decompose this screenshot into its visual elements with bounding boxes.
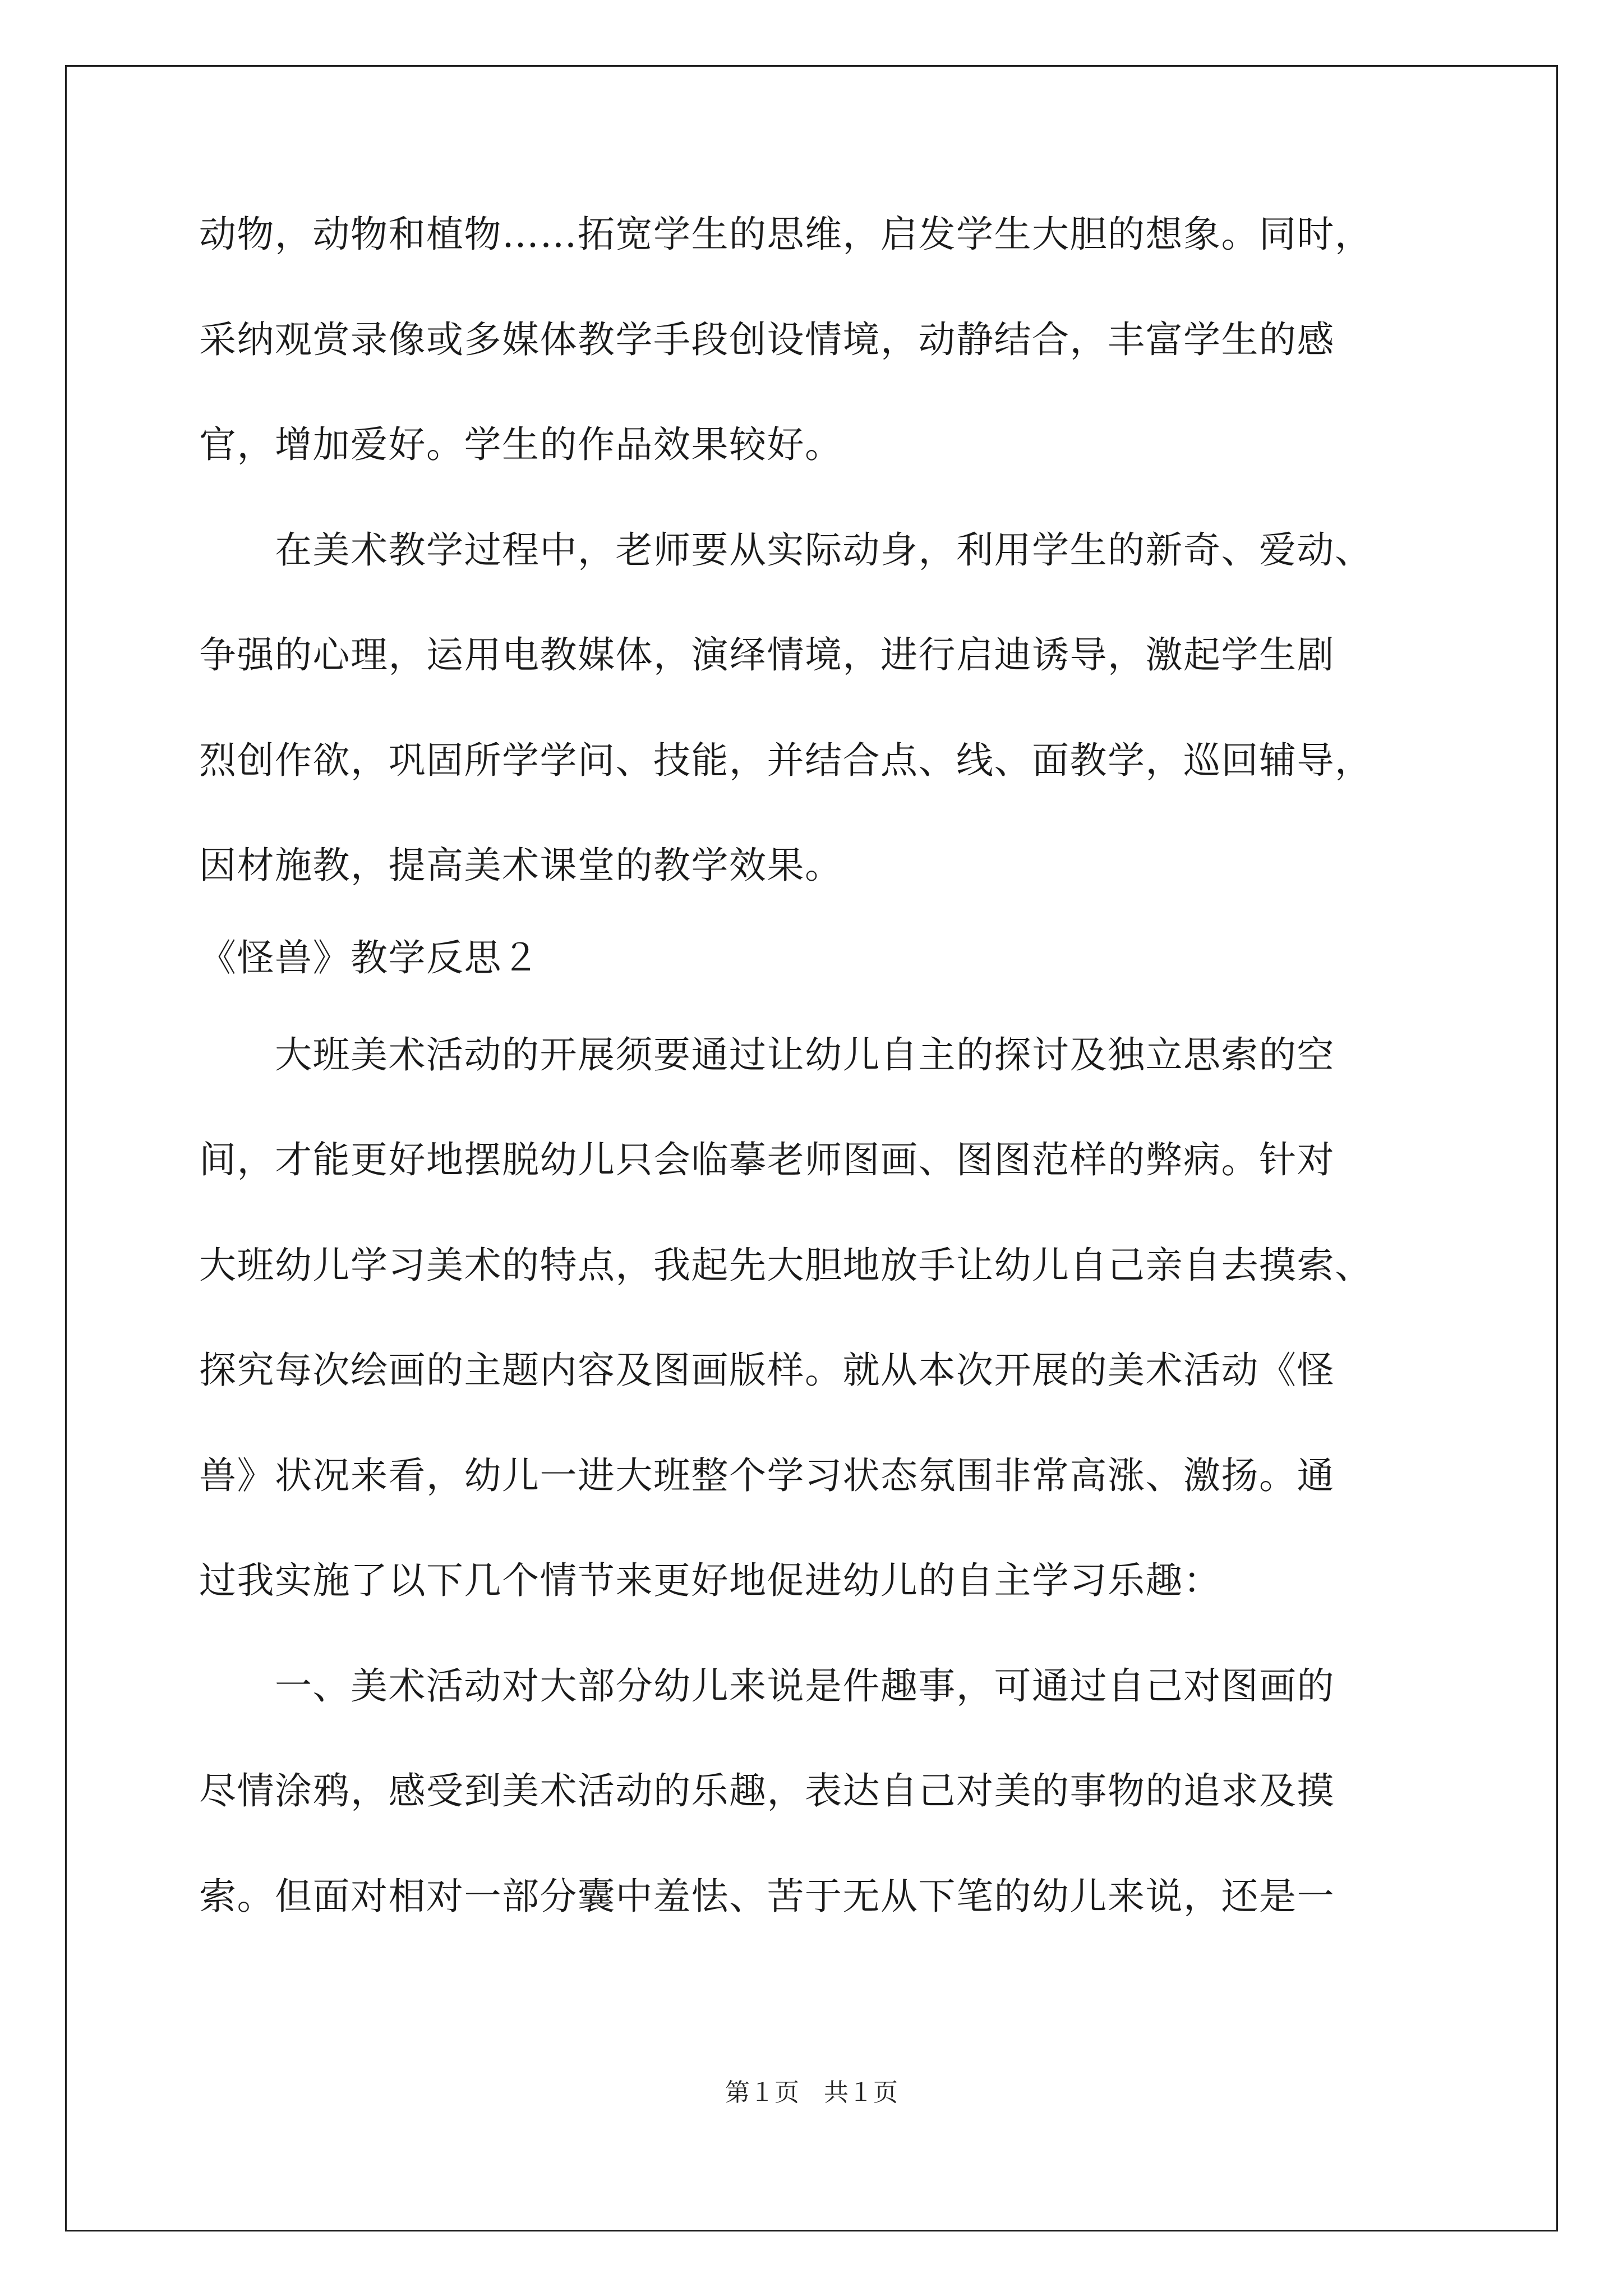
text-line: 一、美术活动对大部分幼儿来说是件趣事，可通过自己对图画的 — [199, 1664, 1335, 1708]
text-line: 索。但面对相对一部分囊中羞怯、苦于无从下笔的幼儿来说，还是一 — [199, 1875, 1335, 1918]
text-line: 在美术教学过程中，老师要从实际动身，利用学生的新奇、爱动、 — [199, 528, 1373, 572]
text-line: 动物，动物和植物……拓宽学生的思维，启发学生大胆的想象。同时， — [199, 213, 1373, 256]
text-line: 官，增加爱好。学生的作品效果较好。 — [199, 423, 843, 466]
page-number: 第１页 共１页 — [725, 2078, 898, 2107]
text-line: 大班美术活动的开展须要通过让幼儿自主的探讨及独立思索的空 — [199, 1033, 1335, 1076]
text-line: 采纳观赏录像或多媒体教学手段创设情境，动静结合，丰富学生的感 — [199, 318, 1335, 361]
section-heading: 《怪兽》教学反思２ — [199, 936, 540, 979]
text-line: 探究每次绘画的主题内容及图画版样。就从本次开展的美术活动《怪 — [199, 1349, 1335, 1392]
text-line: 烈创作欲，巩固所学学问、技能，并结合点、线、面教学，巡回辅导， — [199, 739, 1373, 782]
text-line: 间，才能更好地摆脱幼儿只会临摹老师图画、图图范样的弊病。针对 — [199, 1138, 1335, 1181]
text-line: 尽情涂鸦，感受到美术活动的乐趣，表达自己对美的事物的追求及摸 — [199, 1769, 1335, 1812]
text-line: 大班幼儿学习美术的特点，我起先大胆地放手让幼儿自己亲自去摸索、 — [199, 1244, 1373, 1287]
text-line: 争强的心理，运用电教媒体，演绎情境，进行启迪诱导，激起学生剧 — [199, 633, 1335, 677]
text-line: 过我实施了以下几个情节来更好地促进幼儿的自主学习乐趣： — [199, 1559, 1221, 1602]
text-line: 因材施教，提高美术课堂的教学效果。 — [199, 844, 843, 887]
text-line: 兽》状况来看，幼儿一进大班整个学习状态氛围非常高涨、激扬。通 — [199, 1454, 1335, 1497]
